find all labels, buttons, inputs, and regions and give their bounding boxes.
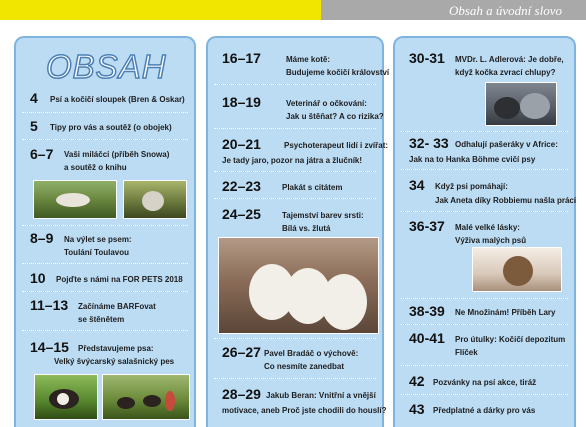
page-number: 24–25 bbox=[222, 206, 261, 222]
page-number: 32- 33 bbox=[409, 135, 449, 151]
page-number: 36-37 bbox=[409, 218, 445, 234]
entry-title: Ne Množinám! Příběh Lary bbox=[455, 308, 556, 317]
separator bbox=[22, 112, 188, 113]
entry-subtitle: Co nesmíte zanedbat bbox=[264, 362, 345, 371]
page-number: 6–7 bbox=[30, 146, 54, 162]
section-title: Obsah a úvodní slovo bbox=[448, 3, 562, 18]
entry-title: Vaši miláčci (příběh Snowa) bbox=[64, 150, 170, 159]
separator bbox=[214, 171, 376, 172]
entry-subtitle: Jak na to Hanka Böhme cvičí psy bbox=[409, 155, 536, 164]
entry-subtitle: Je tady jaro, pozor na játra a žlučník! bbox=[222, 156, 363, 165]
page-number: 30-31 bbox=[409, 50, 445, 66]
separator bbox=[214, 378, 376, 379]
entry-title: Tipy pro vás a soutěž (o obojek) bbox=[50, 123, 172, 132]
entry-title: Psychoterapeut lidí i zvířat: bbox=[284, 141, 389, 150]
separator bbox=[22, 291, 188, 292]
header-gray-bar bbox=[321, 0, 586, 20]
photo-husky-running bbox=[33, 180, 117, 219]
separator bbox=[22, 330, 188, 331]
entry-subtitle: Flíček bbox=[455, 348, 478, 357]
toc-column-2 bbox=[206, 36, 390, 427]
page-number: 16–17 bbox=[222, 50, 261, 66]
entry-subtitle: Toulání Toulavou bbox=[64, 248, 130, 257]
page-number: 18–19 bbox=[222, 94, 261, 110]
photo-husky-standing bbox=[123, 180, 187, 219]
entry-subtitle: Budujeme kočičí království bbox=[286, 68, 390, 77]
entry-subtitle: Výživa malých psů bbox=[455, 236, 527, 245]
entry-title: Představujeme psa: bbox=[78, 344, 154, 353]
page-number: 14–15 bbox=[30, 339, 69, 355]
entry-title: Malé velké lásky: bbox=[455, 223, 520, 232]
photo-bernese-dog bbox=[34, 374, 98, 420]
photo-cats bbox=[485, 82, 557, 126]
separator bbox=[401, 211, 568, 212]
separator bbox=[401, 169, 568, 170]
separator bbox=[22, 139, 188, 140]
separator bbox=[22, 225, 188, 226]
entry-subtitle: se štěnětem bbox=[78, 315, 125, 324]
entry-subtitle: Velký švýcarský salašnický pes bbox=[54, 357, 175, 366]
entry-title: Pavel Bradáč o výchově: bbox=[264, 349, 359, 358]
entry-title: Veterinář o očkování: bbox=[286, 99, 367, 108]
page-number: 34 bbox=[409, 177, 425, 193]
entry-title: Začínáme BARFovat bbox=[78, 302, 156, 311]
separator bbox=[214, 198, 376, 199]
separator bbox=[214, 338, 376, 339]
page-title: OBSAH bbox=[46, 48, 167, 85]
separator bbox=[401, 131, 568, 132]
separator bbox=[401, 298, 568, 299]
page-number: 38-39 bbox=[409, 303, 445, 319]
entry-subtitle: a soutěž o knihu bbox=[64, 163, 127, 172]
entry-subtitle: Jak u štěňat? A co rizika? bbox=[286, 112, 384, 121]
entry-title: Pojďte s námi na FOR PETS 2018 bbox=[56, 275, 183, 284]
entry-title: Máme kotě: bbox=[286, 55, 331, 64]
separator bbox=[214, 128, 376, 129]
entry-title: Pro útulky: Kočičí depozitum bbox=[455, 335, 566, 344]
entry-title: Jakub Beran: Vnitřní a vnější bbox=[266, 391, 376, 400]
entry-subtitle: motivace, aneb Proč jste chodili do houslí? bbox=[222, 406, 387, 415]
page-number: 4 bbox=[30, 90, 38, 106]
entry-title: Na výlet se psem: bbox=[64, 235, 132, 244]
entry-title: Předplatné a dárky pro vás bbox=[433, 406, 536, 415]
entry-title: Odhalují pašeráky v Africe: bbox=[455, 140, 558, 149]
photo-white-labradors bbox=[218, 237, 379, 334]
entry-title: MVDr. L. Adlerová: Je dobře, bbox=[455, 55, 564, 64]
entry-subtitle: když kočka zvrací chlupy? bbox=[455, 68, 556, 77]
separator bbox=[214, 84, 376, 85]
page-number: 28–29 bbox=[222, 386, 261, 402]
page-number: 40-41 bbox=[409, 330, 445, 346]
entry-title: Tajemství barev srsti: bbox=[282, 211, 364, 220]
page-number: 11–13 bbox=[30, 297, 69, 313]
page-number: 26–27 bbox=[222, 344, 261, 360]
entry-title: Pozvánky na psí akce, tiráž bbox=[433, 378, 537, 387]
page-number: 42 bbox=[409, 373, 425, 389]
page-number: 20–21 bbox=[222, 136, 261, 152]
header-yellow-bar bbox=[0, 0, 321, 20]
page-number: 43 bbox=[409, 401, 425, 417]
page-number: 8–9 bbox=[30, 230, 54, 246]
entry-title: Psí a kočičí sloupek (Bren & Oskar) bbox=[50, 95, 185, 104]
entry-subtitle: Bílá vs. žlutá bbox=[282, 224, 331, 233]
separator bbox=[401, 365, 568, 366]
toc-column-1 bbox=[14, 36, 196, 427]
page-number: 22–23 bbox=[222, 178, 261, 194]
entry-title: Plakát s citátem bbox=[282, 183, 343, 192]
photo-dogs-with-people bbox=[102, 374, 190, 420]
page-number: 5 bbox=[30, 118, 38, 134]
separator bbox=[401, 394, 568, 395]
entry-title: Když psi pomáhají: bbox=[435, 182, 508, 191]
separator bbox=[401, 324, 568, 325]
separator bbox=[22, 263, 188, 264]
entry-subtitle: Jak Aneta díky Robbiemu našla práci bbox=[435, 196, 577, 205]
page-number: 10 bbox=[30, 270, 46, 286]
photo-small-dog bbox=[472, 247, 562, 292]
toc-column-3 bbox=[393, 36, 576, 427]
